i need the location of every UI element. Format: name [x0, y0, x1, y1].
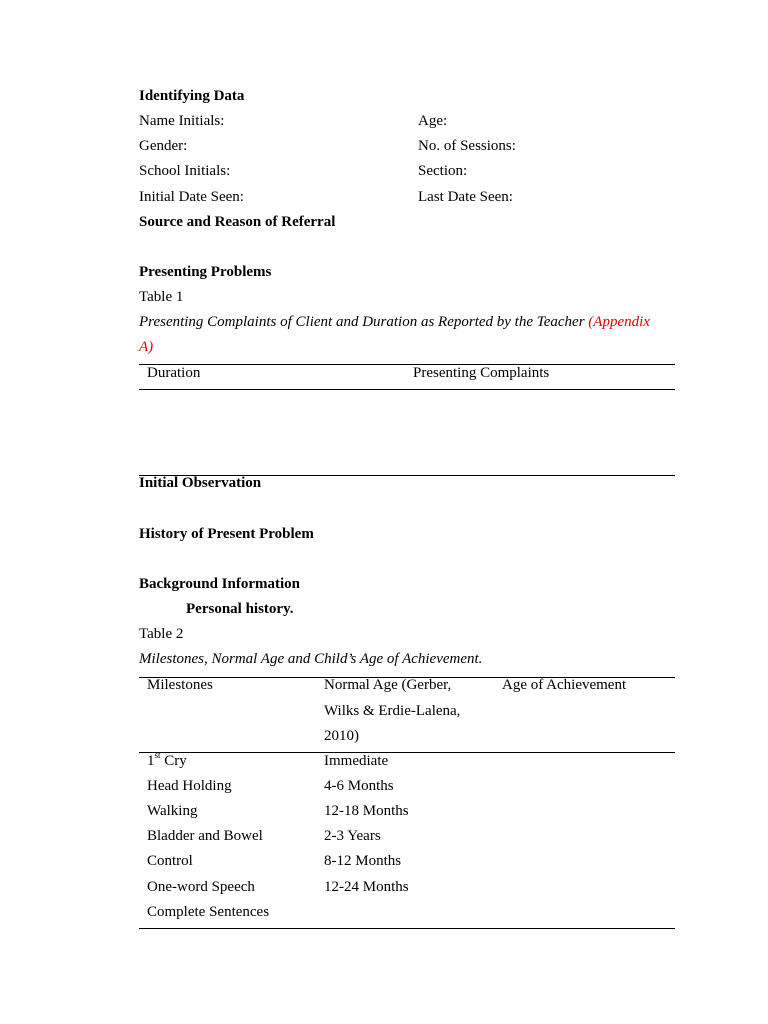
normal-age-item: 4-6 Months	[324, 778, 394, 794]
first-cry-num: 1	[147, 753, 155, 769]
table1-col-duration: Duration	[147, 365, 201, 381]
milestone-item: One-word Speech	[147, 879, 255, 895]
table2-label: Table 2	[139, 626, 184, 642]
referral-heading: Source and Reason of Referral	[139, 214, 336, 230]
milestone-item: Control	[147, 853, 193, 869]
last-date-label: Last Date Seen:	[418, 189, 513, 205]
age-label: Age:	[418, 113, 448, 129]
table2-header-rule	[139, 752, 675, 753]
personal-history-subheading: Personal history.	[186, 601, 294, 617]
gender-label: Gender:	[139, 138, 188, 154]
table1-label: Table 1	[139, 289, 184, 305]
table1-caption	[139, 313, 650, 331]
presenting-problems-heading: Presenting Problems	[139, 264, 272, 280]
normal-age-item: 12-18 Months	[324, 803, 409, 819]
section-label: Section:	[418, 163, 468, 179]
appendix-link-cont: A)	[139, 339, 154, 355]
table2-col-normal-age-3: 2010)	[324, 728, 359, 744]
initial-observation-heading: Initial Observation	[139, 475, 262, 491]
initial-date-label: Initial Date Seen:	[139, 189, 244, 205]
table1-col-complaints: Presenting Complaints	[413, 365, 550, 381]
table2-col-normal-age-1: Normal Age (Gerber,	[324, 677, 452, 693]
normal-age-item: 2-3 Years	[324, 828, 381, 844]
milestone-item: Bladder and Bowel	[147, 828, 263, 844]
table2-col-normal-age-2: Wilks & Erdie-Lalena,	[324, 703, 461, 719]
table2-col-achievement: Age of Achievement	[502, 677, 627, 693]
normal-age-item: Immediate	[324, 753, 389, 769]
identifying-data-heading: Identifying Data	[139, 88, 245, 104]
table1-caption-text: Presenting Complaints of Client and Duration as Reported by the Teacher	[139, 314, 585, 330]
first-cry-sup: st	[154, 750, 161, 760]
appendix-link: (Appendix	[588, 314, 650, 330]
normal-age-item: 12-24 Months	[324, 879, 409, 895]
table1-top-rule	[139, 364, 675, 365]
name-initials-label: Name Initials:	[139, 113, 225, 129]
milestone-first-cry	[147, 752, 187, 770]
milestone-item: Head Holding	[147, 778, 232, 794]
first-cry-text: Cry	[160, 753, 187, 769]
table2-col-milestones: Milestones	[147, 677, 213, 693]
background-heading: Background Information	[139, 576, 301, 592]
normal-age-item: 8-12 Months	[324, 853, 402, 869]
table2-caption: Milestones, Normal Age and Child’s Age of Achievement.	[139, 651, 483, 667]
history-heading: History of Present Problem	[139, 526, 314, 542]
table1-header-rule	[139, 389, 675, 390]
sessions-label: No. of Sessions:	[418, 138, 516, 154]
table2-bottom-rule	[139, 928, 675, 929]
school-initials-label: School Initials:	[139, 163, 231, 179]
milestone-item: Complete Sentences	[147, 904, 270, 920]
milestone-item: Walking	[147, 803, 198, 819]
